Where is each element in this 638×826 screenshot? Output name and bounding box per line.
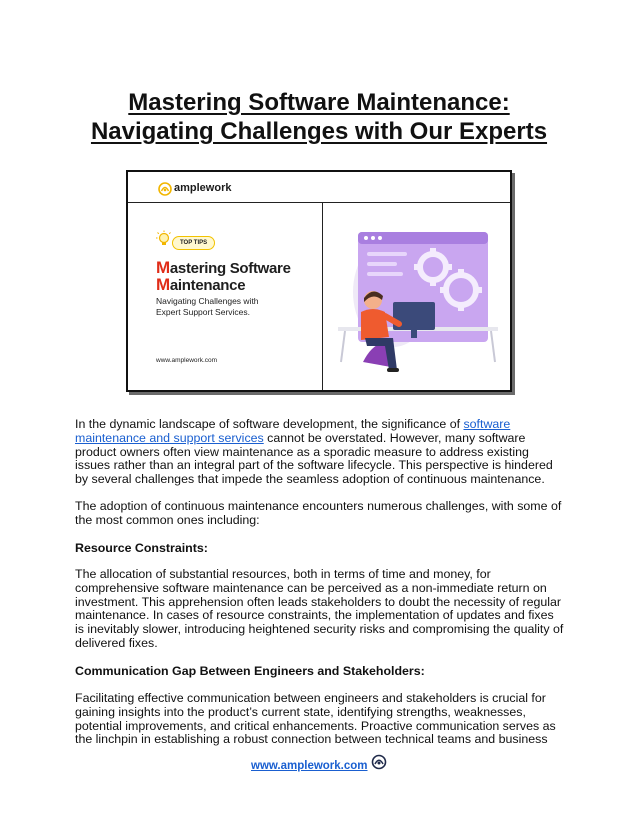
top-tips-badge: TOP TIPS <box>172 236 215 250</box>
heading-line-1: astering Software <box>169 260 291 277</box>
heading-initial-2: M <box>156 275 170 294</box>
amplework-logo-icon <box>158 182 172 196</box>
promo-banner-image <box>126 170 512 392</box>
lightbulb-icon <box>154 230 174 248</box>
intro-text-start: In the dynamic landscape of software development, the significance of <box>75 417 464 431</box>
banner-heading <box>156 260 291 294</box>
banner-subtitle-line-2: Expert Support Services. <box>156 307 251 317</box>
heading-resource-constraints: Resource Constraints: <box>75 541 208 555</box>
paragraph-resources: The allocation of substantial resources, both in terms of time and money, for comprehensive software maintenance can be perceived as a non-immediate return on investment. This apprehension often leads stakeholders to doubt the necessity of regular maintenance. In cases of resource constraints, the implementation of updates and fixes is inevitably slower, introducing heightened security risks and compromising the quality of delivered fixes. <box>75 567 564 650</box>
developer-illustration <box>333 212 503 382</box>
services-link[interactable]: software maintenance and support services <box>75 417 511 445</box>
heading-communication-gap: Communication Gap Between Engineers and Stakeholders: <box>75 664 425 678</box>
title-line-1: Mastering Software Maintenance: <box>128 89 510 116</box>
banner-subtitle-line-1: Navigating Challenges with <box>156 296 259 306</box>
intro-text-end: cannot be overstated. However, many software product owners often view maintenance as a sporadic measure to address existing issues rather than an integral part of the software lifecycle. This perspective is hindered by several challenges that impede the seamless adoption of continuous maintenance. <box>75 430 553 487</box>
heading-initial-1: M <box>156 258 170 277</box>
title-line-2: Navigating Challenges with Our Experts <box>90 118 548 145</box>
paragraph-challenges: The adoption of continuous maintenance encounters numerous challenges, with some of the most common ones including: <box>75 499 562 527</box>
paragraph-communication: Facilitating effective communication between engineers and stakeholders is crucial for gaining insights into the product’s current state, identifying strengths, weaknesses, potential improvements, and critical enhancements. Proactive communication serves as the linchpin in establishing a robust connection between technical teams and business <box>75 691 556 747</box>
amplework-logo-icon <box>371 754 387 770</box>
footer-website-link[interactable]: www.amplework.com <box>251 760 368 772</box>
banner-logo-text: amplework <box>174 182 232 194</box>
paragraph-intro <box>75 418 565 487</box>
banner-logo-row <box>128 172 510 203</box>
heading-line-2: aintenance <box>169 277 246 294</box>
banner-url: www.amplework.com <box>156 357 218 364</box>
banner-divider <box>322 202 323 390</box>
page-title <box>40 88 598 146</box>
banner-subtitle <box>156 296 306 318</box>
